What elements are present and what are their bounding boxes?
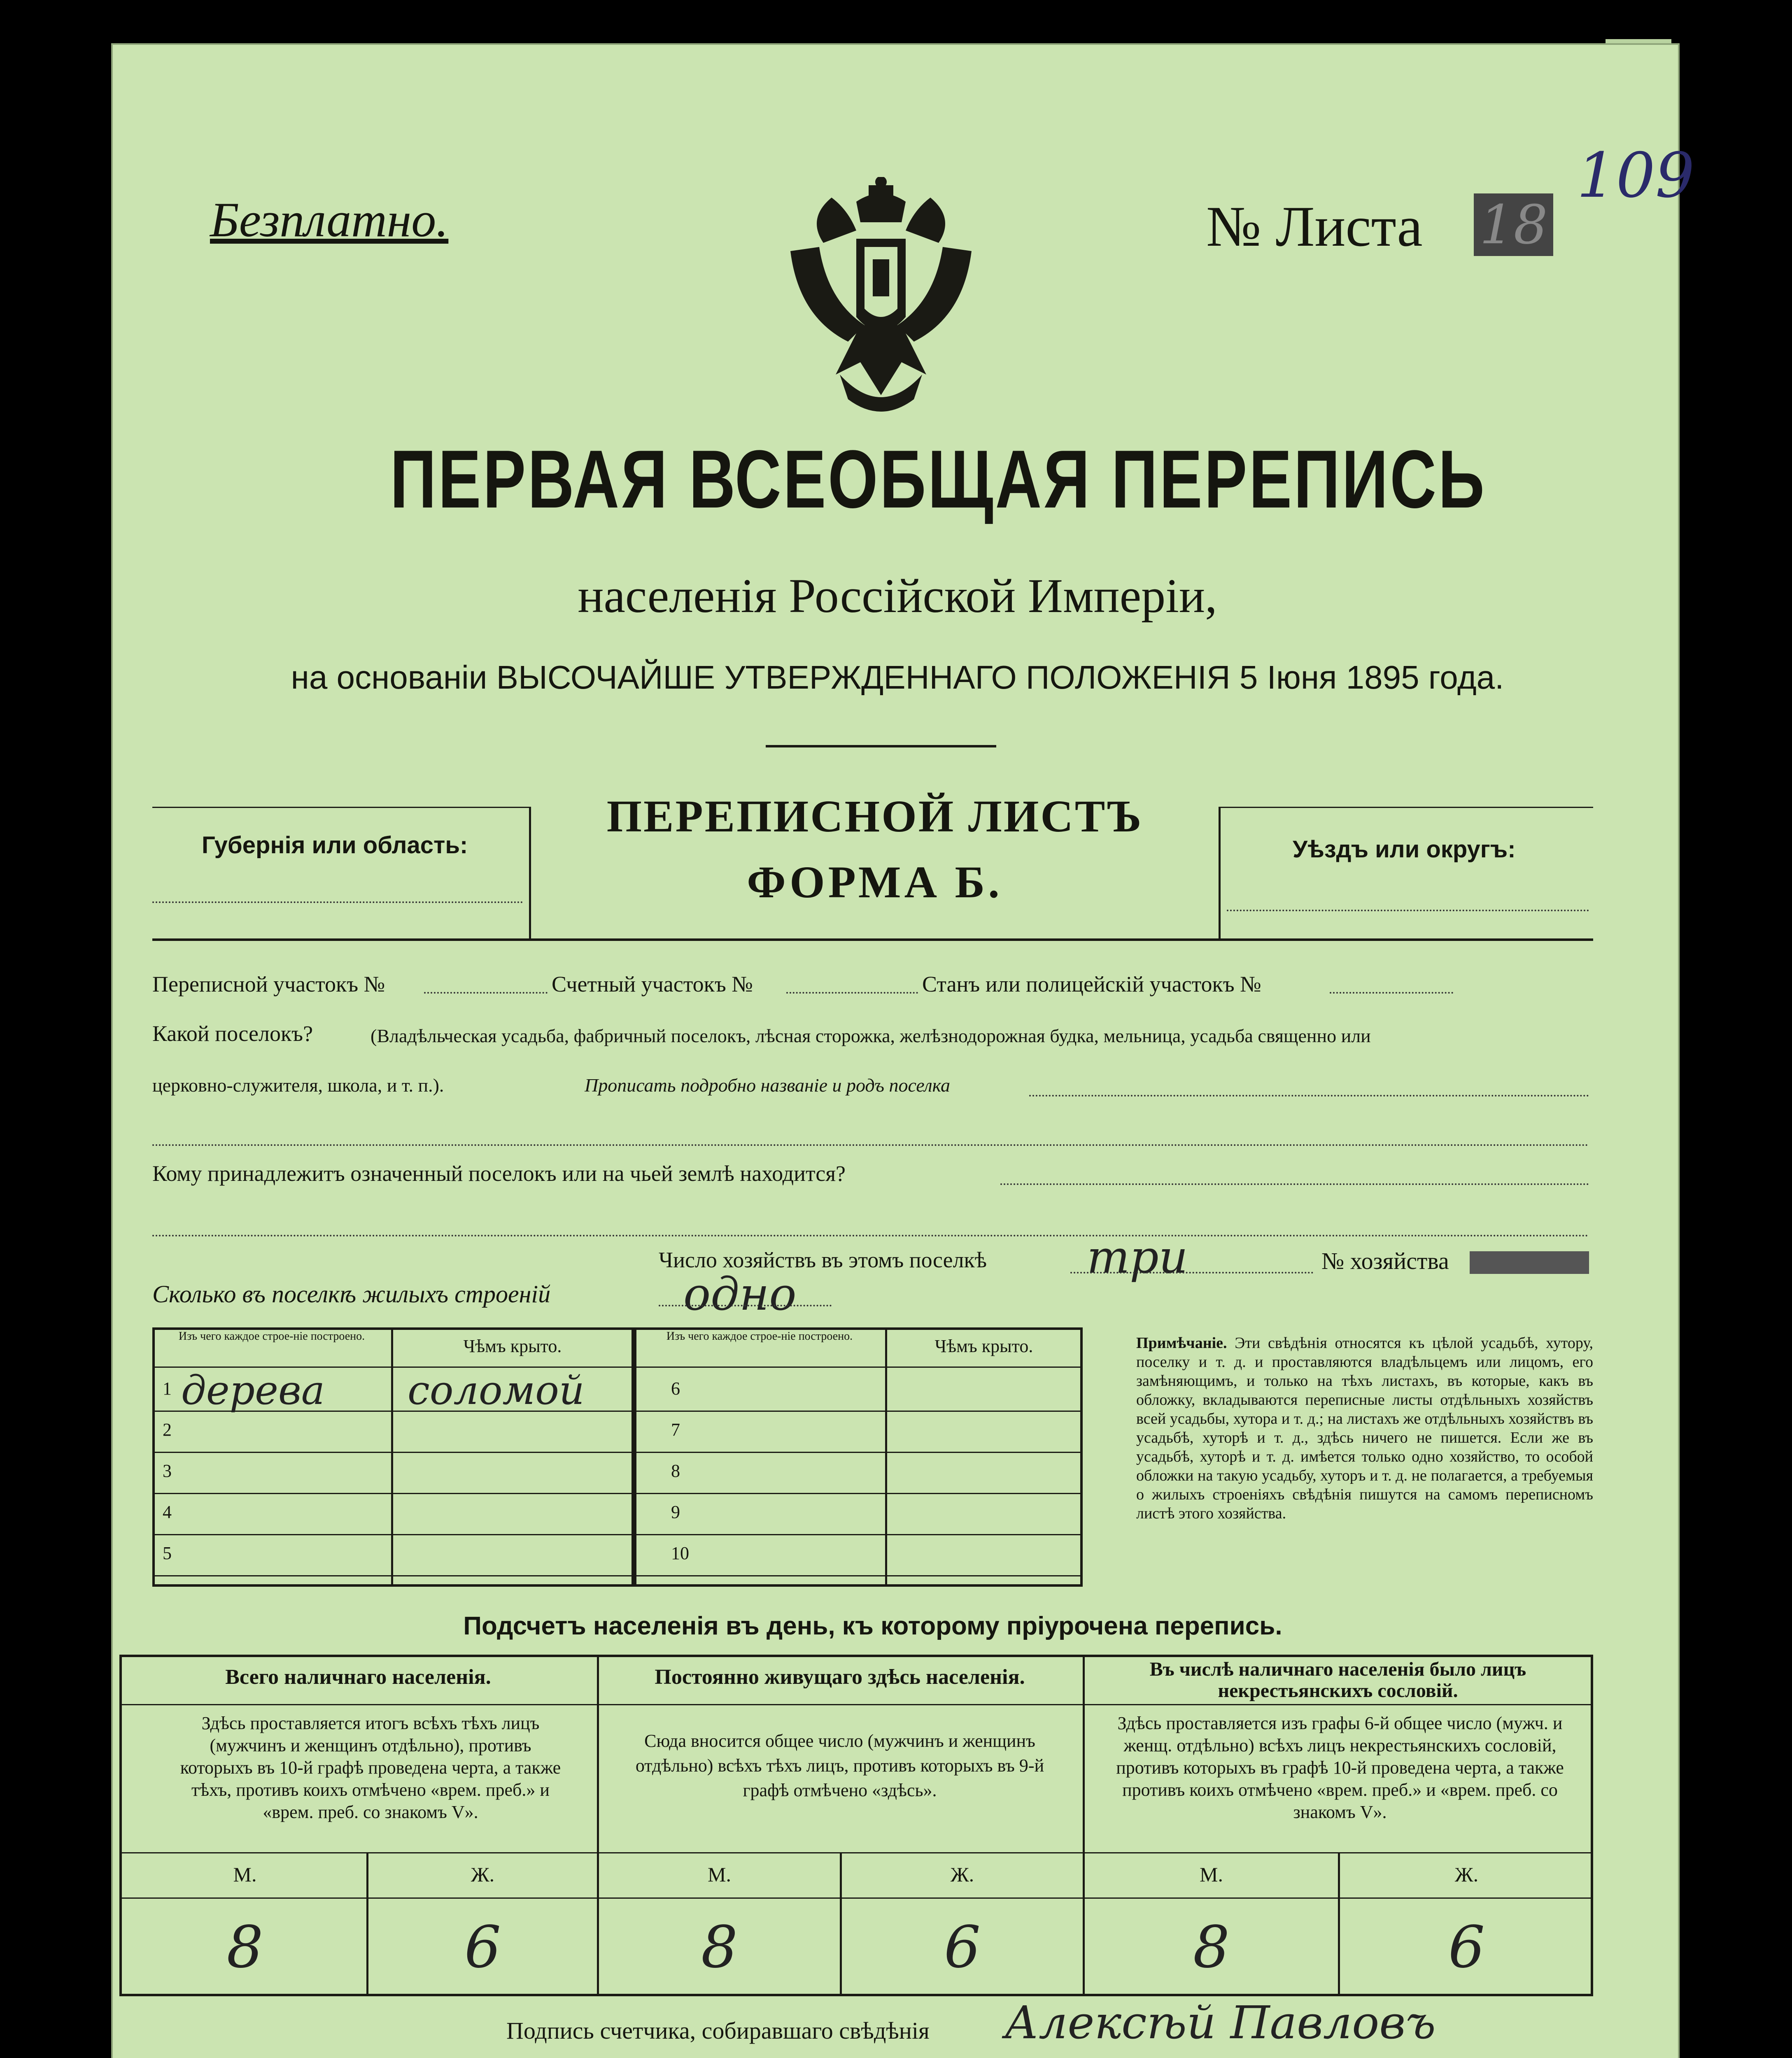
buildings-left-row-line [152,1534,634,1535]
buildings-left-row-line [152,1452,634,1453]
count-col1-title: Всего наличнаго населенія. [225,1665,491,1689]
stan-label: Станъ или полицейскій участокъ № [922,972,1261,996]
buildings-right-col-material: Изъ чего каждое строе-ніе построено. [666,1330,853,1343]
buildings-left-row-line [152,1493,634,1494]
perepisnoy-uchastok-field[interactable] [424,992,548,994]
count-col2-text: Сюда вносится общее число (мужчинъ и женщинъ отдѣльно) всѣхъ тѣхъ лицъ, противъ которыхъ въ 9-й графѣ отмѣчено «здѣсь». [635,1731,1044,1800]
count-c2-m-value[interactable]: 8 [701,1914,738,1981]
stan-field[interactable] [1330,992,1453,994]
households-value[interactable]: три [1087,1231,1188,1283]
note [1136,1334,1593,1523]
double-headed-eagle-emblem [774,177,988,416]
buildings-label: Сколько въ поселкѣ жилыхъ строеній [152,1280,551,1308]
sheet-number-value: 18 [1474,193,1553,256]
buildings-right-row-line [634,1452,1083,1453]
guberniya-box-top [152,807,531,808]
guberniya-label: Губернія или область: [202,832,468,859]
count-col3-title: Въ числѣ наличнаго населенія было лицъ некрестьянскихъ сословій. [1149,1658,1526,1702]
komu-label: Кому принадлежитъ означенный поселокъ или на чьей землѣ находится? [152,1161,846,1186]
buildings-left-row-number: 3 [163,1461,172,1481]
kakoy-poselok-label: Какой поселокъ? [152,1021,313,1046]
schetny-uchastok-label: Счетный участокъ № [552,972,753,996]
buildings-field [659,1305,832,1306]
poselok-hint-line2: церковно-служителя, школа, и т. п.). [152,1075,444,1096]
buildings-right-row-number: 10 [671,1543,689,1563]
title-divider [766,745,996,747]
poselok-field-2[interactable] [152,1144,1589,1146]
count-col3-text: Здѣсь проставляется изъ графы 6-й общее число (мужч. и женщ. отдѣльно) всѣхъ лицъ некрестьянскихъ сословій, противъ которыхъ въ графѣ 10-й проведена черта, а также противъ коихъ отмѣчено «врем. преб.» и «врем. преб. со знакомъ V». [1116,1713,1564,1822]
komu-field-2[interactable] [152,1235,1589,1236]
buildings-left-col-divider [391,1327,393,1587]
count-section-title: Подсчетъ населенія въ день, къ которому пріурочена перепись. [463,1612,1282,1640]
household-no-redacted [1470,1251,1589,1274]
form-header-bottom-line [152,938,1593,941]
count-text-line [119,1852,1593,1853]
buildings-right-row-number: 7 [671,1420,680,1440]
count-c1-f-label: Ж. [471,1863,495,1886]
count-c3-m-label: М. [1200,1863,1223,1886]
count-c2-f-value[interactable]: 6 [944,1914,981,1981]
buildings-right-row-line [634,1493,1083,1494]
buildings-right-row-number: 8 [671,1461,680,1481]
count-header-line [119,1704,1593,1705]
buildings-right-row-line [634,1575,1083,1576]
buildings-right-row-number: 9 [671,1502,680,1522]
guberniya-field[interactable] [152,901,523,903]
signature-value[interactable]: Алексѣй Павловъ [1004,1996,1436,2049]
buildings-right-col-roof: Чѣмъ крыто. [934,1336,1033,1356]
count-col1-text: Здѣсь проставляется итогъ всѣхъ тѣхъ лицъ (мужчинъ и женщинъ отдѣльно), противъ которыхъ въ 10-й графѣ проведена черта, а также тѣхъ, противъ коихъ отмѣчено «врем. преб.» и «врем. преб. со знакомъ V». [180,1713,561,1822]
count-c2-f-label: Ж. [950,1863,974,1886]
signature-label: Подпись счетчика, собиравшаго свѣдѣнія [506,2017,930,2044]
archive-number: 109 [1577,140,1695,212]
buildings-right-header-line [634,1367,1083,1368]
count-c1-m-value[interactable]: 8 [226,1914,263,1981]
poselok-field-1[interactable] [1029,1095,1589,1097]
count-c3-m-value[interactable]: 8 [1193,1914,1230,1981]
count-c1-m-label: М. [233,1863,257,1886]
buildings-left-row-number: 1 [163,1378,172,1399]
uezd-field[interactable] [1227,910,1589,911]
household-no-label: № хозяйства [1321,1248,1449,1274]
buildings-right-row-line [634,1534,1083,1535]
count-col2-title: Постоянно живущаго здѣсь населенія. [655,1665,1025,1689]
households-field [1070,1272,1313,1273]
note-label: Примѣчаніе. [1136,1334,1227,1352]
subtitle: населенія Россійской Имперіи, [578,569,1217,623]
count-c3-f-label: Ж. [1454,1863,1479,1886]
uezd-box-left [1219,807,1221,938]
buildings-left-row-number: 5 [163,1543,172,1563]
perepisnoy-uchastok-label: Переписной участокъ № [152,972,385,996]
list-title: ПЕРЕПИСНОЙ ЛИСТЪ [606,791,1143,841]
basis-line: на основаніи ВЫСОЧАЙШЕ УТВЕРЖДЕННАГО ПОЛОЖЕНІЯ 5 Іюня 1895 года. [291,659,1504,696]
buildings-left-col-material: Изъ чего каждое строе-ніе построено. [178,1330,365,1343]
households-label: Число хозяйствъ въ этомъ поселкѣ [659,1248,987,1272]
buildings-left-row-roof[interactable]: соломой [408,1367,585,1413]
poselok-hint-line1: (Владѣльческая усадьба, фабричный поселокъ, лѣсная сторожка, желѣзнодорожная будка, мельница, усадьба священно или [371,1025,1371,1046]
poselok-hint-instruction: Прописать подробно названіе и родъ поселка [585,1075,950,1096]
buildings-right-row-number: 6 [671,1378,680,1399]
buildings-left-row-number: 2 [163,1420,172,1440]
count-c2-m-label: М. [708,1863,731,1886]
buildings-right-row-line [634,1411,1083,1412]
buildings-left-row-number: 4 [163,1502,172,1522]
count-c3-f-value[interactable]: 6 [1448,1914,1485,1981]
uezd-box-top [1219,807,1593,808]
buildings-left-row-material[interactable]: дерева [181,1367,325,1413]
guberniya-box-right [529,807,531,938]
main-title: ПЕРВАЯ ВСЕОБЩАЯ ПЕРЕПИСЬ [390,433,1487,525]
buildings-left-row-line [152,1575,634,1576]
note-text: Эти свѣдѣнія относятся къ цѣлой усадьбѣ, хутору, поселку и т. д. и проставляются владѣльцемъ или лицомъ, его замѣняющимъ, и только на тѣхъ листахъ, въ которые, какъ въ обложку, вкладываются переписные листы отдѣльныхъ хозяйствъ всей усадьбы, хутора и т. д.; на листахъ же отдѣльныхъ хозяйствъ въ усадьбѣ, хуторѣ и т. д., здѣсь ничего не пишется. Если же въ усадьбѣ, хуторѣ и т. д. имѣется только одно хозяйство, то особой обложки на такую усадьбу, хуторъ и т. д. не полагается, а требуемыя о жилыхъ строеніяхъ свѣдѣнія пишутся на самомъ переписномъ листѣ этого хозяйства. [1136,1334,1594,1522]
form-title: ФОРМА Б. [747,857,1003,907]
buildings-left-col-roof: Чѣмъ крыто. [463,1336,562,1356]
komu-field-1[interactable] [1000,1183,1589,1185]
free-label: Безплатно. [210,192,449,247]
buildings-right-col-divider [885,1327,887,1587]
buildings-value[interactable]: одно [683,1268,797,1320]
count-c1-f-value[interactable]: 6 [464,1914,501,1981]
schetny-uchastok-field[interactable] [786,992,918,994]
sheet-number-label: № Листа [1206,195,1423,258]
count-mf-line [119,1897,1593,1899]
uezd-label: Уѣздъ или округъ: [1293,836,1516,863]
